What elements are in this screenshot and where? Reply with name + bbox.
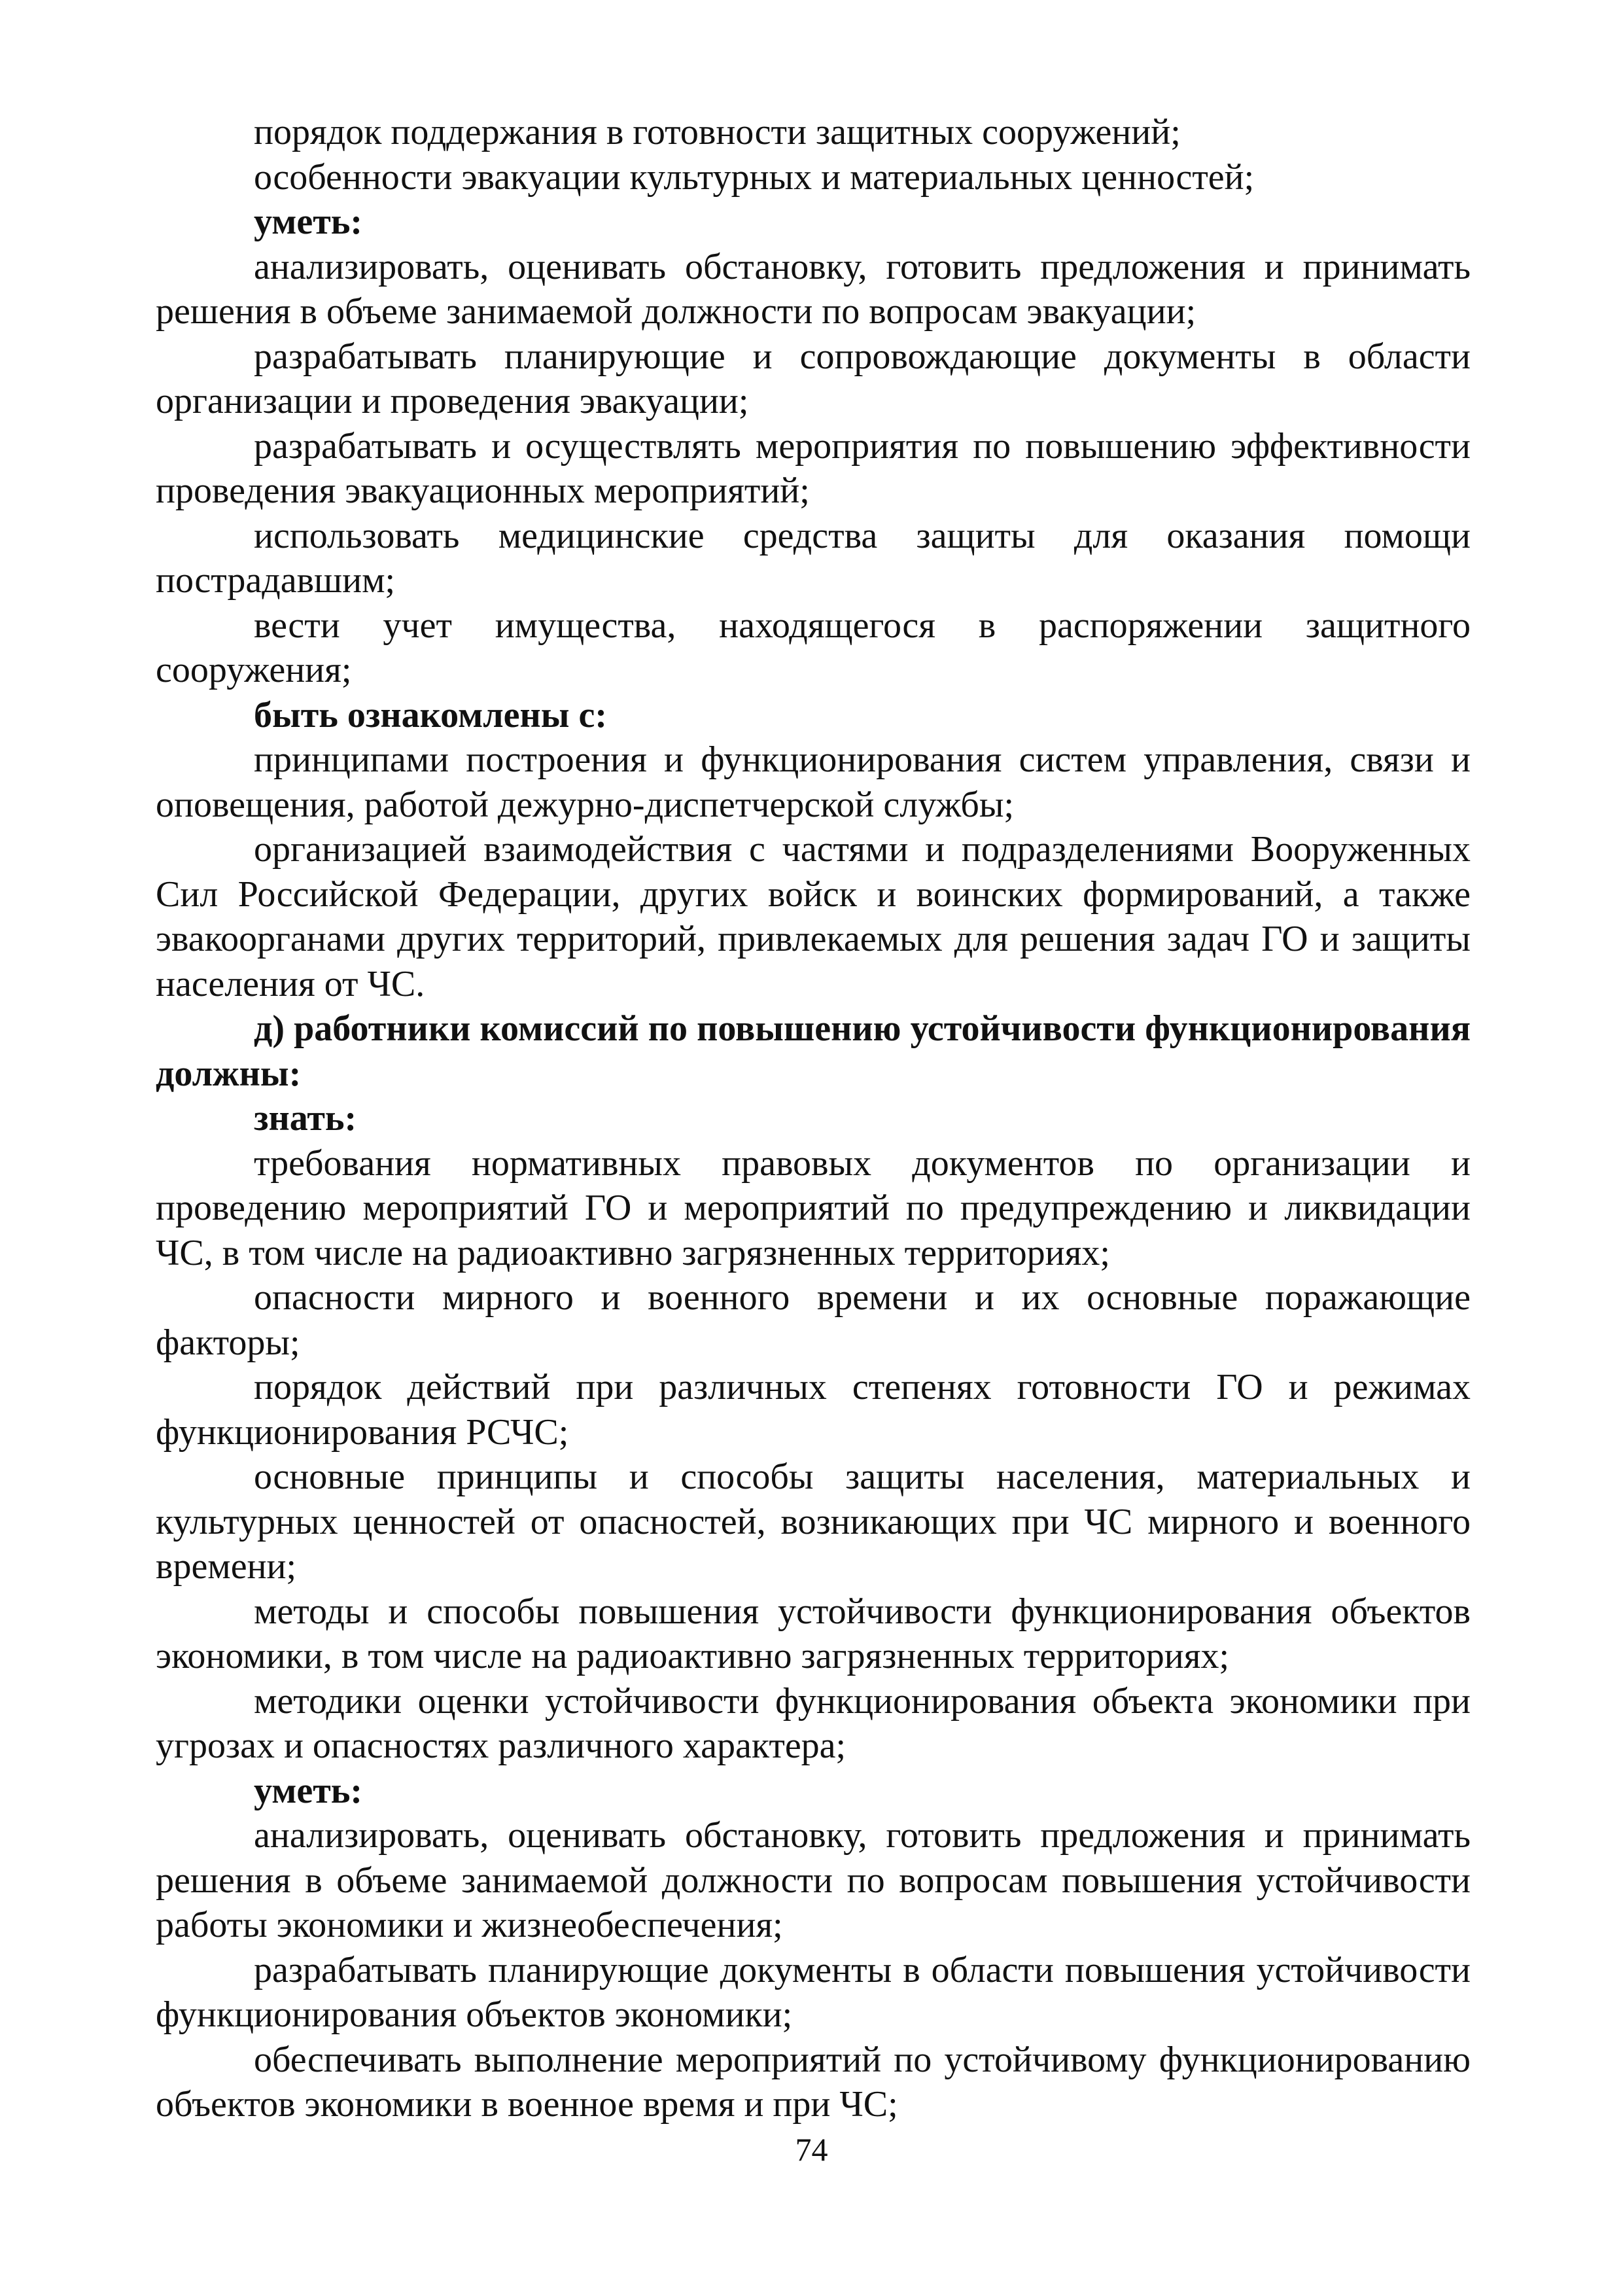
- paragraph: порядок поддержания в готовности защитных сооружений;: [254, 112, 1181, 152]
- paragraph: методики оценки устойчивости функционирования объекта экономики при угрозах и опасностях различного характера;: [156, 1680, 1471, 1766]
- paragraph: анализировать, оценивать обстановку, готовить предложения и принимать решения в объеме занимаемой должности по вопросам эвакуации;: [156, 246, 1471, 332]
- section-heading: уметь:: [254, 202, 363, 242]
- subsection-heading: д) работники комиссий по повышению устойчивости функционирования должны:: [156, 1008, 1471, 1094]
- paragraph: использовать медицинские средства защиты для оказания помощи пострадавшим;: [156, 515, 1471, 601]
- paragraph: порядок действий при различных степенях готовности ГО и режимах функционирования РСЧС;: [156, 1367, 1471, 1453]
- paragraph: анализировать, оценивать обстановку, готовить предложения и принимать решения в объеме занимаемой должности по вопросам повышения устойчивости работы экономики и жизнеобеспечения;: [156, 1815, 1471, 1945]
- section-heading: уметь:: [254, 1770, 363, 1811]
- paragraph: особенности эвакуации культурных и материальных ценностей;: [254, 156, 1255, 198]
- paragraph: принципами построения и функционирования систем управления, связи и оповещения, работой дежурно-диспетчерской службы;: [156, 739, 1471, 825]
- paragraph: методы и способы повышения устойчивости функционирования объектов экономики, в том числе на радиоактивно загрязненных территориях;: [156, 1591, 1471, 1676]
- document-page: [156, 110, 1471, 2127]
- paragraph: обеспечивать выполнение мероприятий по устойчивому функционированию объектов экономики в военное время и при ЧС;: [156, 2039, 1471, 2125]
- paragraph: разрабатывать планирующие и сопровождающие документы в области организации и проведения эвакуации;: [156, 336, 1471, 421]
- paragraph: организацией взаимодействия с частями и подразделениями Вооруженных Сил Российской Федерации, других войск и воинских формирований, а также эвакоорганами других территорий, привлекаемых для решения задач ГО и защиты населения от ЧС.: [156, 829, 1471, 1004]
- section-heading: быть ознакомлены с:: [254, 694, 607, 735]
- paragraph: опасности мирного и военного времени и их основные поражающие факторы;: [156, 1277, 1471, 1363]
- paragraph: разрабатывать планирующие документы в области повышения устойчивости функционирования объектов экономики;: [156, 1949, 1471, 2035]
- paragraph: разрабатывать и осуществлять мероприятия по повышению эффективности проведения эвакуационных мероприятий;: [156, 425, 1471, 511]
- paragraph: требования нормативных правовых документов по организации и проведению мероприятий ГО и мероприятий по предупреждению и ликвидации ЧС, в том числе на радиоактивно загрязненных территориях;: [156, 1142, 1471, 1273]
- paragraph: вести учет имущества, находящегося в распоряжении защитного сооружения;: [156, 605, 1471, 690]
- page-number: 74: [795, 2131, 828, 2168]
- section-heading: знать:: [254, 1098, 357, 1139]
- paragraph: основные принципы и способы защиты населения, материальных и культурных ценностей от опасностей, возникающих при ЧС мирного и военного времени;: [156, 1457, 1471, 1587]
